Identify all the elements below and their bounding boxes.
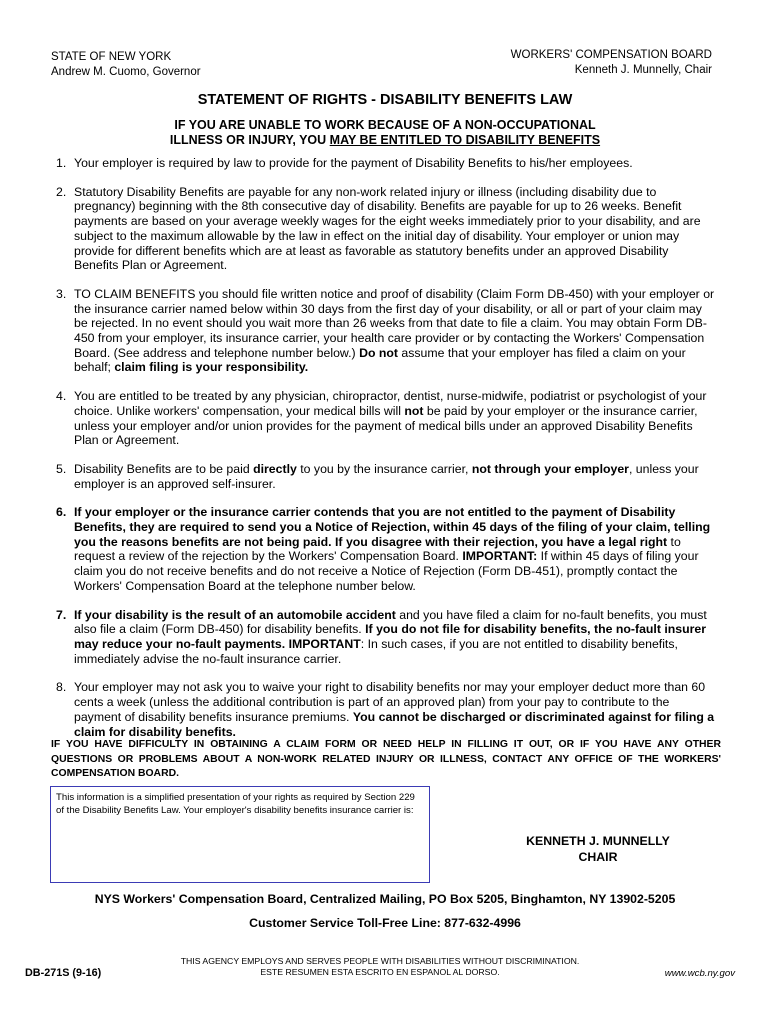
website-url: www.wcb.ny.gov	[664, 968, 735, 979]
nondiscrimination-notice: THIS AGENCY EMPLOYS AND SERVES PEOPLE WITH DISABILITIES WITHOUT DISCRIMINATION.	[180, 956, 580, 966]
document-title: STATEMENT OF RIGHTS - DISABILITY BENEFITS LAW	[197, 92, 573, 108]
item-number: 4.	[56, 389, 67, 404]
item-bold: If you do not file for disability benefits, the no-fault insurer may reduce your no-fault payments. IMPORTANT	[74, 622, 707, 651]
item-number: 1.	[56, 156, 67, 170]
rights-item-3	[56, 287, 716, 375]
item-bold: You cannot be discharged or discriminated against for filing a claim for disability benefits.	[74, 709, 715, 739]
item-text: assume that your employer has filed a claim on your behalf;	[74, 345, 686, 375]
item-text: TO CLAIM BENEFITS you should file written notice and proof of disability (Claim Form DB-450) with your employer or the insurance carrier named below within 30 days from the first day of your disability, or all or part of your claim may be rejected. In no event should you wait more than 26 weeks from that date to file a claim. You may obtain Form DB-450 from your employer, its insurance carrier, your health care provider or by contacting the Workers' Compensation Board. (See address and telephone number below.)	[74, 286, 715, 360]
item-number: 5.	[56, 461, 67, 476]
item-text: to you by the insurance carrier,	[296, 461, 472, 476]
item-number: 2.	[56, 184, 67, 199]
item-text: to request a review of the rejection by the Workers' Compensation Board.	[74, 534, 681, 564]
insurance-carrier-box: This information is a simplified presentation of your rights as required by Section 229 of the Disability Benefits Law. Your employer's disability benefits insurance carrier is:	[50, 786, 430, 883]
form-number: DB-271S (9-16)	[25, 967, 102, 979]
item-number: 8.	[56, 680, 67, 695]
item-bold: Do not	[359, 345, 398, 360]
item-bold: not through your employer	[471, 461, 629, 476]
contact-notice: IF YOU HAVE DIFFICULTY IN OBTAINING A CLAIM FORM OR NEED HELP IN FILLING IT OUT, OR IF YOU HAVE ANY OTHER QUESTIONS OR PROBLEMS ABOUT A NON-WORK RELATED INJURY OR ILLNESS, CONTACT ANY OFFICE OF THE WORKERS' COMPENSATION BOARD.	[51, 739, 721, 779]
signature-block	[498, 833, 698, 865]
subtitle-line2-underlined: MAY BE ENTITLED TO DISABILITY BENEFITS	[329, 133, 601, 147]
header-right	[511, 48, 712, 78]
toll-free-line: Customer Service Toll-Free Line: 877-632-4996	[249, 916, 521, 930]
item-text: Your employer may not ask you to waive your right to disability benefits nor may your employer deduct more than 60 cents a week (unless the additional contribution is part of an approved plan) from your pay to contribute to the payment of disability benefits insurance premiums.	[74, 680, 706, 724]
item-bold: directly	[253, 461, 297, 476]
item-number: 3.	[56, 286, 67, 301]
item-bold: not	[404, 403, 424, 418]
rights-item-5	[56, 462, 716, 491]
item-text: If within 45 days of filing your claim you do not receive benefits and do not receive a Notice of Rejection (Form DB-451), promptly contact the Workers' Compensation Board at the telephone number below.	[74, 549, 699, 593]
item-text: You are entitled to be treated by any physician, chiropractor, dentist, nurse-midwife, podiatrist or psychologist of your choice. Unlike workers' compensation, your medical bills will	[74, 389, 707, 418]
item-number: 7.	[56, 607, 67, 622]
rights-item-4	[56, 389, 716, 448]
subtitle-line2	[0, 133, 770, 148]
spanish-notice: ESTE RESUMEN ESTA ESCRITO EN ESPANOL AL DORSO.	[260, 967, 500, 977]
mailing-address: NYS Workers' Compensation Board, Centralized Mailing, PO Box 5205, Binghamton, NY 13902-5205	[94, 892, 676, 906]
document-subtitle	[0, 118, 770, 148]
rights-item-7	[56, 608, 716, 667]
rights-item-6	[56, 505, 716, 593]
rights-item-1	[56, 156, 716, 171]
rights-item-8	[56, 680, 716, 739]
footer-notice	[130, 956, 630, 978]
item-bold: IMPORTANT:	[462, 549, 538, 564]
header-left	[51, 50, 201, 80]
item-bold: If your disability is the result of an automobile accident	[74, 607, 396, 622]
governor-name: Andrew M. Cuomo, Governor	[51, 66, 201, 78]
signatory-name: KENNETH J. MUNNELLY	[526, 834, 670, 848]
item-number: 6.	[56, 505, 67, 520]
item-text: Your employer is required by law to provide for the payment of Disability Benefits to his/her employees.	[74, 156, 633, 170]
state-name: STATE OF NEW YORK	[51, 51, 172, 63]
item-text: , unless your employer is an approved self-insurer.	[74, 461, 699, 491]
item-text: Disability Benefits are to be paid	[74, 461, 254, 476]
subtitle-line1: IF YOU ARE UNABLE TO WORK BECAUSE OF A NON-OCCUPATIONAL	[174, 118, 596, 132]
item-bold: If your employer or the insurance carrier contends that you are not entitled to the payment of Disability Benefits, they are required to send you a Notice of Rejection, within 45 days of the filing of your claim, telling you the reasons benefits are not being paid. If you disagree with their rejection, you have a legal right	[74, 505, 711, 549]
item-text: : In such cases, if you are not entitled to disability benefits, immediately advise the no-fault insurance carrier.	[74, 636, 678, 666]
signatory-title: CHAIR	[578, 850, 618, 864]
board-name: WORKERS' COMPENSATION BOARD	[510, 49, 712, 61]
subtitle-line2-prefix: ILLNESS OR INJURY, YOU	[169, 133, 330, 147]
chair-name: Kenneth J. Munnelly, Chair	[574, 64, 712, 76]
item-text: Statutory Disability Benefits are payable for any non-work related injury or illness (including disability due to pregnancy) beginning with the 8th consecutive day of disability. Benefits are payable for up to 26 weeks. Benefit payments are based on your average weekly wages for the eight weeks immediately prior to your disability, and are subject to the maximum allowable by the law in effect on the initial day of disability. Your employer or union may provide for different benefits which are at least as favorable as statutory benefits under an approved Disability Benefits Plan or Agreement.	[74, 184, 701, 273]
item-bold: claim filing is your responsibility.	[114, 360, 309, 375]
item-text: be paid by your employer or the insurance carrier, unless your employer and/or union provides for the payment of medical bills under an approved Disability Benefits Plan or Agreement.	[74, 403, 698, 448]
rights-list	[56, 156, 716, 753]
item-text: and you have filed a claim for no-fault benefits, you must also file a claim (Form DB-450) for disability benefits.	[74, 607, 707, 637]
rights-item-2	[56, 185, 716, 273]
